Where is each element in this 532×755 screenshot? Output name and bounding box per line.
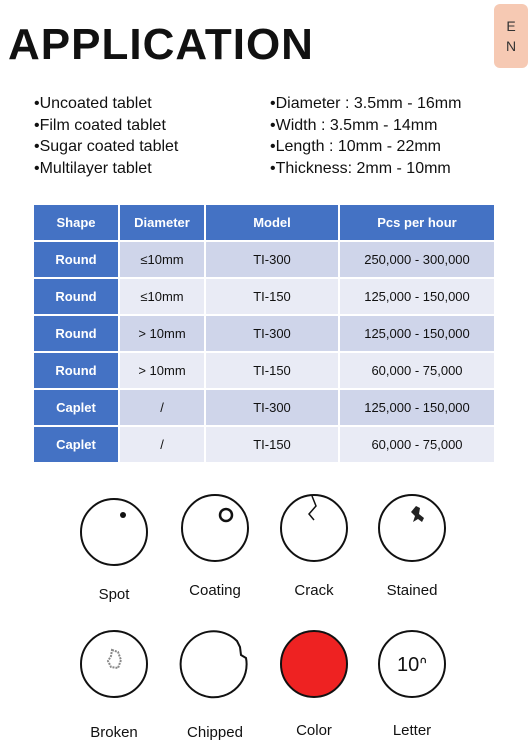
defect-crack	[264, 492, 364, 599]
diameter-cell: /	[120, 425, 206, 462]
pcs-cell: 125,000 - 150,000	[340, 277, 494, 314]
language-badge[interactable]	[494, 4, 528, 68]
defect-spot	[64, 496, 164, 603]
defect-broken	[64, 628, 164, 741]
defect-label: Chipped	[187, 724, 243, 741]
table-row	[34, 425, 494, 462]
list-item: •Width : 3.5mm - 14mm	[270, 116, 438, 134]
shape-cell: Round	[34, 351, 120, 388]
model-cell: TI-300	[206, 314, 340, 351]
page-title: APPLICATION	[8, 20, 314, 69]
table-row	[34, 240, 494, 277]
list-item: •Length : 10mm - 22mm	[270, 138, 441, 155]
defect-label: Color	[296, 722, 332, 739]
dimension-list	[270, 93, 461, 179]
language-letter-1: E	[506, 18, 516, 34]
model-cell: TI-150	[206, 351, 340, 388]
capacity-table	[34, 205, 494, 462]
diameter-cell: > 10mm	[120, 314, 206, 351]
diameter-cell: > 10mm	[120, 351, 206, 388]
column-header: Pcs per hour	[340, 205, 494, 240]
list-item: •Sugar coated tablet	[34, 138, 179, 155]
stained-icon	[376, 492, 448, 564]
diameter-cell: ≤10mm	[120, 240, 206, 277]
model-cell: TI-150	[206, 425, 340, 462]
model-cell: TI-150	[206, 277, 340, 314]
crack-icon	[278, 492, 350, 564]
defect-label: Coating	[189, 582, 241, 599]
diameter-cell: /	[120, 388, 206, 425]
pcs-cell: 125,000 - 150,000	[340, 314, 494, 351]
svg-text:10ᐢ: 10ᐢ	[396, 654, 428, 676]
shape-cell: Caplet	[34, 425, 120, 462]
color-icon	[278, 628, 350, 700]
defect-label: Letter	[392, 722, 432, 739]
spot-icon	[78, 496, 150, 568]
list-item: •Uncoated tablet	[34, 95, 152, 112]
table-row	[34, 314, 494, 351]
shape-cell: Round	[34, 240, 120, 277]
shape-cell: Round	[34, 314, 120, 351]
pcs-cell: 125,000 - 150,000	[340, 388, 494, 425]
defect-label: Spot	[98, 586, 130, 603]
pcs-cell: 250,000 - 300,000	[340, 240, 494, 277]
model-cell: TI-300	[206, 388, 340, 425]
shape-cell: Round	[34, 277, 120, 314]
defect-label: Stained	[386, 582, 438, 599]
defect-coating	[165, 492, 265, 599]
column-header: Shape	[34, 205, 120, 240]
table-row	[34, 277, 494, 314]
defect-label: Broken	[90, 724, 138, 741]
shape-cell: Caplet	[34, 388, 120, 425]
defect-stained	[362, 492, 462, 599]
list-item: •Thickness: 2mm - 10mm	[270, 159, 451, 177]
list-item: •Film coated tablet	[34, 116, 166, 134]
pcs-cell: 60,000 - 75,000	[340, 351, 494, 388]
table-row	[34, 351, 494, 388]
pcs-cell: 60,000 - 75,000	[340, 425, 494, 462]
letter-icon	[376, 628, 448, 700]
model-cell: TI-300	[206, 240, 340, 277]
list-item: •Diameter : 3.5mm - 16mm	[270, 95, 462, 112]
defect-label: Crack	[294, 582, 334, 599]
column-header: Diameter	[120, 205, 206, 240]
chipped-icon	[179, 628, 251, 700]
broken-icon	[78, 628, 150, 700]
defect-letter	[362, 628, 462, 739]
column-header: Model	[206, 205, 340, 240]
table-row	[34, 388, 494, 425]
list-item: •Multilayer tablet	[34, 159, 152, 177]
tablet-type-list	[34, 93, 178, 179]
language-letter-2: N	[505, 38, 517, 54]
defect-color	[264, 628, 364, 739]
diameter-cell: ≤10mm	[120, 277, 206, 314]
coating-icon	[179, 492, 251, 564]
table-header-row	[34, 205, 494, 240]
defect-chipped	[165, 628, 265, 741]
